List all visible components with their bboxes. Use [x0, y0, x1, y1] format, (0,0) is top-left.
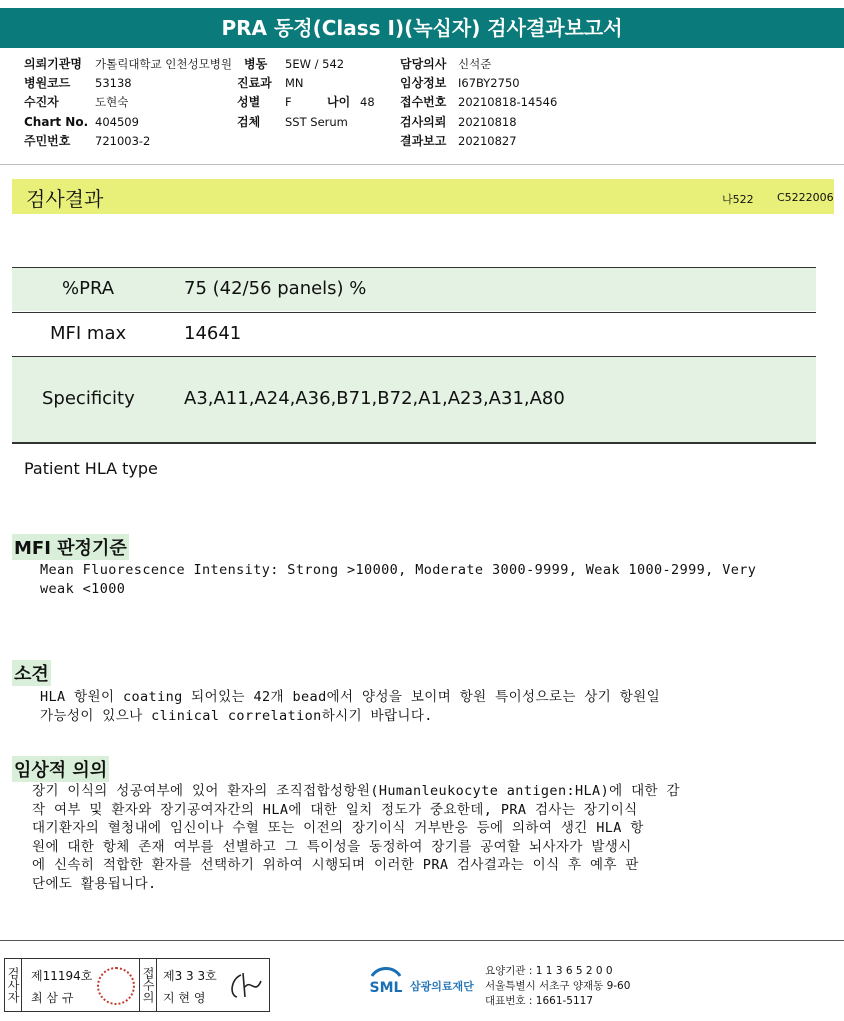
mfi-section-title: MFI 판정기준 — [12, 534, 129, 560]
label-clinical-info: 임상정보 — [400, 76, 447, 90]
value-sex: F — [285, 95, 292, 109]
seal-stamp — [97, 967, 135, 1005]
opinion-section-title: 소견 — [12, 660, 51, 686]
row-label-mfi: MFI max — [50, 323, 127, 344]
org-phone: 대표번호 : 1661-5117 — [485, 995, 594, 1007]
value-ward: 5EW / 542 — [285, 57, 345, 71]
org-name: 삼광의료재단 — [410, 980, 474, 993]
clinical-section-title: 임상적 의의 — [12, 756, 109, 782]
label-request-date: 검사의뢰 — [400, 115, 447, 129]
value-chart-no: 404509 — [95, 115, 139, 129]
opinion-text — [40, 688, 660, 725]
opinion-line-1: HLA 항원이 coating 되어있는 42개 bead에서 양성을 보이며 항원 특이성으로는 상기 항원일 — [40, 689, 661, 705]
label-specimen: 검체 — [237, 115, 261, 129]
header-divider — [0, 164, 844, 165]
sml-logo-icon — [366, 962, 406, 1002]
receiver-license: 제3 3 3호 — [163, 969, 217, 983]
label-doctor: 담당의사 — [400, 57, 447, 71]
result-section-title: 검사결과 — [26, 187, 104, 211]
result-code-2: C5222006 — [777, 191, 834, 204]
label-ward: 병동 — [244, 57, 268, 71]
tester-license: 제11194호 — [31, 969, 93, 983]
receiver-column-label: 접수의 — [139, 959, 157, 1011]
label-institution: 의뢰기관명 — [24, 57, 82, 71]
result-section-header — [12, 179, 834, 214]
patient-hla-label: Patient HLA type — [24, 459, 158, 478]
clinical-line: 장기 이식의 성공여부에 있어 환자의 조직접합성항원(Humanleukocyte antigen:HLA)에 대한 감 — [32, 783, 680, 799]
table-bottom-border — [12, 442, 816, 444]
table-row — [12, 268, 816, 311]
org-address — [485, 964, 630, 1009]
label-age: 나이 — [327, 95, 351, 109]
report-title: PRA 동정(Class I)(녹십자) 검사결과보고서 — [0, 8, 844, 48]
table-row — [12, 356, 816, 443]
value-age: 48 — [360, 95, 375, 109]
signature-box — [4, 958, 270, 1012]
row-label-specificity: Specificity — [42, 388, 135, 409]
results-table — [12, 268, 816, 444]
value-patient: 도현숙 — [95, 95, 129, 109]
row-label-pra: %PRA — [62, 278, 115, 299]
clinical-line: 작 여부 및 환자와 장기공여자간의 HLA에 대한 일치 정도가 중요한데, PRA 검사는 장기이식 — [32, 801, 638, 818]
clinical-line: 원에 대한 항체 존재 여부를 선별하고 그 특이성을 동정하여 장기를 공여할 뇌사자가 발생시 — [32, 838, 632, 855]
value-resident-no: 721003-2 — [95, 134, 151, 148]
value-specimen: SST Serum — [285, 115, 348, 129]
row-value-mfi: 14641 — [184, 323, 242, 344]
label-sex: 성별 — [237, 95, 261, 109]
label-report-date: 결과보고 — [400, 134, 447, 148]
value-dept: MN — [285, 76, 304, 90]
receiver-name: 지 현 영 — [163, 991, 206, 1005]
value-hospital-code: 53138 — [95, 76, 132, 90]
result-code-1: 나522 — [722, 193, 754, 206]
label-patient: 수진자 — [24, 95, 59, 109]
value-institution: 가톨릭대학교 인천성모병원 — [95, 57, 232, 71]
row-value-pra: 75 (42/56 panels) % — [184, 278, 367, 299]
signature-mark — [227, 969, 263, 1003]
clinical-line: 대기환자의 혈청내에 임신이나 수혈 또는 이전의 장기이식 거부반응 등에 의하여 생긴 HLA 항 — [32, 820, 644, 836]
clinical-line: 에 신속히 적합한 환자를 선택하기 위하여 시행되며 이러한 PRA 검사결과는 이식 후 예후 판 — [32, 857, 639, 873]
value-clinical-info: I67BY2750 — [458, 76, 520, 90]
label-receipt-no: 접수번호 — [400, 95, 447, 109]
clinical-line: 단에도 활용됩니다. — [32, 875, 157, 892]
footer-divider — [0, 940, 844, 941]
tester-name: 최 삼 규 — [31, 991, 74, 1005]
org-address-line: 서울특별시 서초구 양재동 9-60 — [485, 980, 631, 992]
opinion-line-2: 가능성이 있으나 clinical correlation하시기 바랍니다. — [40, 707, 433, 724]
label-hospital-code: 병원코드 — [24, 76, 71, 90]
tester-column-label: 검사자 — [5, 959, 22, 1011]
table-row — [12, 312, 816, 356]
value-receipt-no: 20210818-14546 — [458, 95, 558, 109]
org-code: 요양기관 : 1 1 3 6 5 2 0 0 — [485, 965, 613, 977]
label-chart-no: Chart No. — [24, 115, 89, 129]
label-dept: 진료과 — [237, 76, 272, 90]
label-resident-no: 주민번호 — [24, 134, 71, 148]
logo-text: SML — [369, 980, 403, 996]
value-report-date: 20210827 — [458, 134, 517, 148]
clinical-text — [32, 782, 680, 893]
mfi-line-2: weak <1000 — [40, 580, 126, 597]
mfi-text — [40, 561, 756, 598]
mfi-line-1: Mean Fluorescence Intensity: Strong >10000, Moderate 3000-9999, Weak 1000-2999, Very — [40, 562, 757, 578]
value-doctor: 신석준 — [458, 57, 492, 71]
value-request-date: 20210818 — [458, 115, 517, 129]
row-value-specificity: A3,A11,A24,A36,B71,B72,A1,A23,A31,A80 — [184, 388, 565, 409]
header-info — [0, 0, 844, 160]
